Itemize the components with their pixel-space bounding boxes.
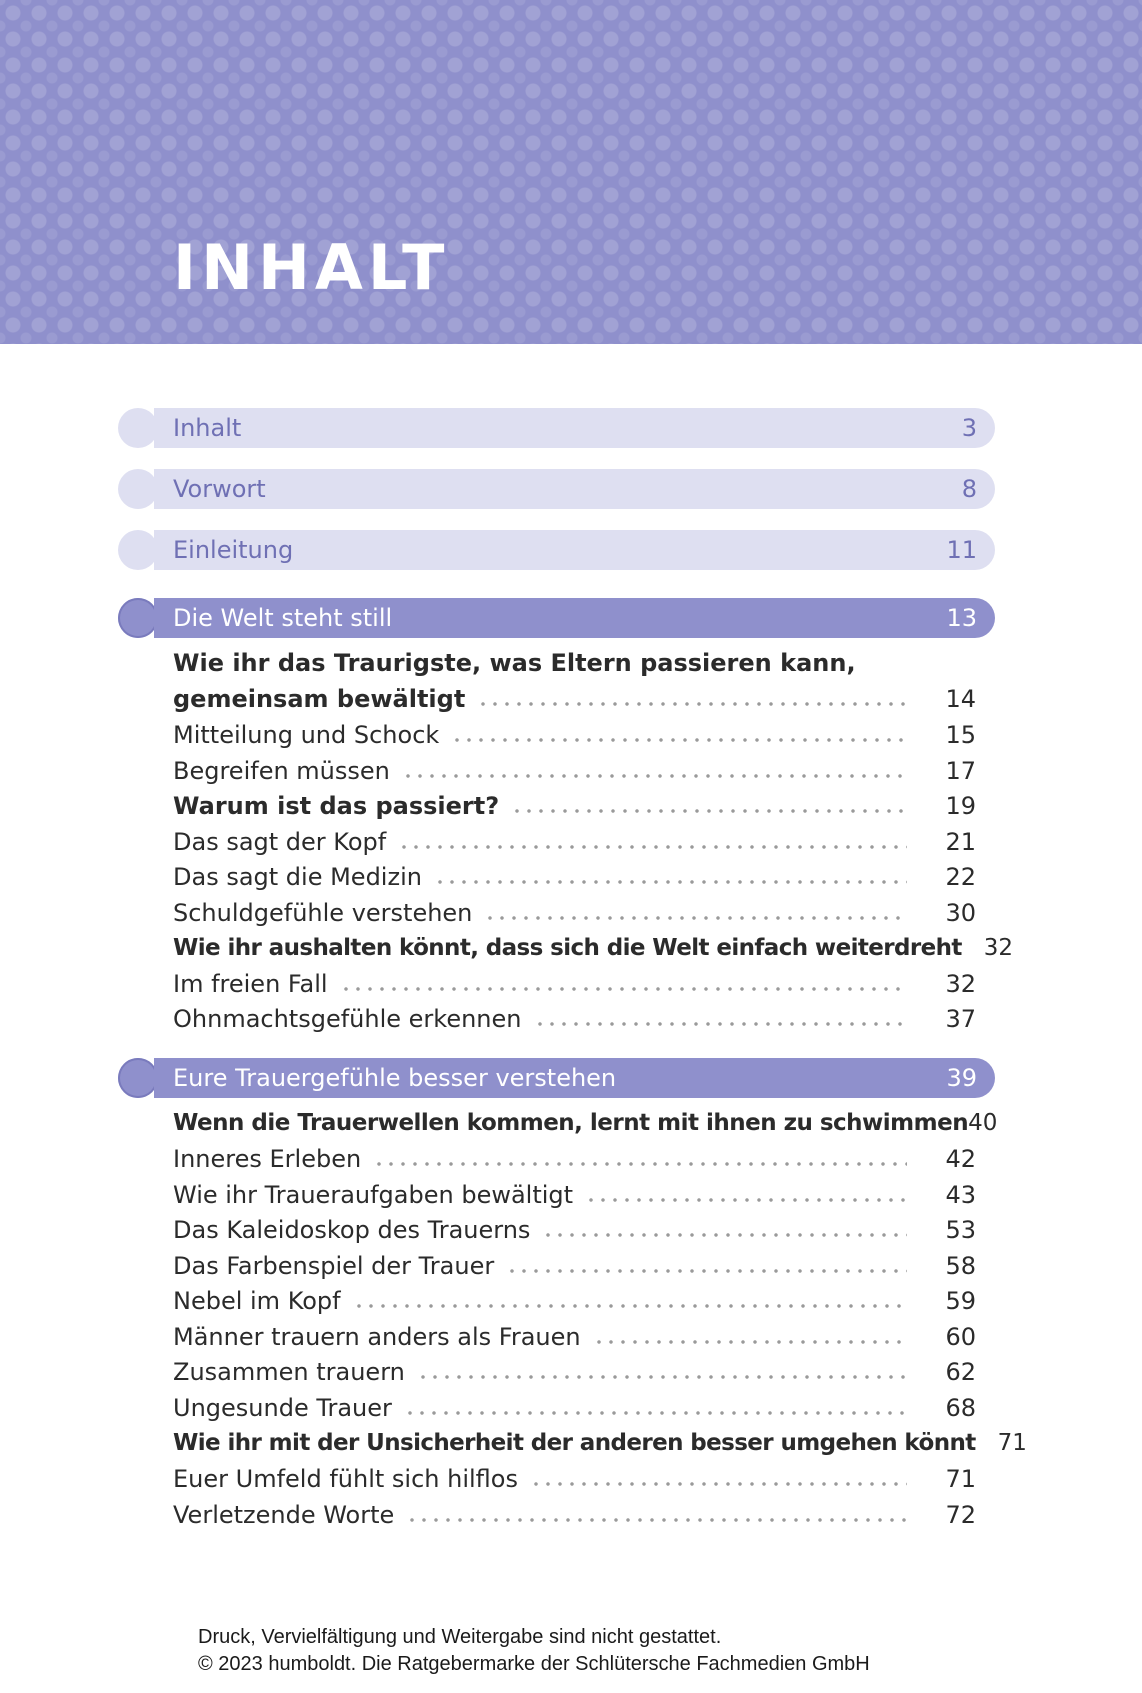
toc-item-page: 8 [961,475,977,503]
toc-entry[interactable]: Das sagt der Kopf 21 [173,828,976,856]
toc-item-label: Einleitung [173,536,294,564]
dot-leader [402,774,907,778]
dot-leader [404,1411,907,1415]
dot-leader [484,916,907,920]
toc-entry-line1: Wie ihr das Traurigste, was Eltern passieren kann, [173,649,856,677]
bullet-circle-icon [118,1058,158,1098]
toc-entry[interactable]: Wie ihr Traueraufgaben bewältigt 43 [173,1181,976,1209]
toc-entry[interactable]: Männer trauern anders als Frauen 60 [173,1323,976,1351]
toc-entry[interactable]: Verletzende Worte 72 [173,1501,976,1529]
toc-entry[interactable]: Schuldgefühle verstehen 30 [173,899,976,927]
page-title: INHALT [173,231,450,304]
footer-line-1: Druck, Vervielfältigung und Weitergabe sind nicht gestattet. [198,1626,722,1648]
toc-item-label: Vorwort [173,475,266,503]
toc-entry[interactable]: Begreifen müssen 17 [173,757,976,785]
toc-entry[interactable]: gemeinsam bewältigt 14 [173,685,976,713]
dot-leader [506,1269,907,1273]
toc-entry[interactable]: Das Farbenspiel der Trauer 58 [173,1252,976,1280]
toc-entry[interactable]: Wie ihr mit der Unsicherheit der anderen besser umgehen könnt 71 [173,1430,1027,1456]
dot-leader [417,1375,907,1379]
toc-entry[interactable]: Ohnmachtsgefühle erkennen 37 [173,1005,976,1033]
header-band [0,0,1142,344]
toc-entry[interactable]: Nebel im Kopf 59 [173,1287,976,1315]
bullet-circle-icon [118,530,158,570]
dot-leader [534,1022,908,1026]
dot-leader [353,1304,907,1308]
dot-leader [477,702,907,706]
toc-entry[interactable]: Zusammen trauern 62 [173,1358,976,1386]
dot-leader [434,880,907,884]
bullet-circle-icon [118,408,158,448]
toc-entry[interactable]: Wenn die Trauerwellen kommen, lernt mit ihnen zu schwimmen 40 [173,1110,998,1136]
dot-leader [406,1518,907,1522]
chapter-heading-2[interactable] [118,1058,995,1098]
dot-leader [542,1233,907,1237]
toc-entry[interactable]: Im freien Fall 32 [173,970,976,998]
dot-leader [373,1162,907,1166]
dot-leader [593,1340,907,1344]
toc-item-page: 11 [946,536,977,564]
bullet-circle-icon [118,469,158,509]
toc-entry[interactable]: Das sagt die Medizin 22 [173,863,976,891]
toc-entry[interactable]: Inneres Erleben 42 [173,1145,976,1173]
dot-leader [451,738,907,742]
toc-item-label: Inhalt [173,414,242,442]
dot-leader [530,1482,907,1486]
toc-item-inhalt[interactable] [118,408,995,448]
footer-line-2: © 2023 humboldt. Die Ratgebermarke der Schlütersche Fachmedien GmbH [198,1653,870,1675]
toc-entry[interactable]: Das Kaleidoskop des Trauerns 53 [173,1216,976,1244]
toc-entry[interactable]: Mitteilung und Schock 15 [173,721,976,749]
toc-item-page: 3 [961,414,977,442]
dot-leader [585,1198,907,1202]
chapter-heading-1[interactable] [118,598,995,638]
dot-leader [398,845,907,849]
toc-entry[interactable]: Euer Umfeld fühlt sich hilflos 71 [173,1465,976,1493]
chapter-title: Die Welt steht still [173,604,393,632]
toc-entry[interactable]: Ungesunde Trauer 68 [173,1394,976,1422]
chapter-title: Eure Trauergefühle besser verstehen [173,1064,617,1092]
toc-item-vorwort[interactable] [118,469,995,509]
bullet-circle-icon [118,598,158,638]
dot-leader [511,809,907,813]
dot-leader [340,987,907,991]
toc-entry[interactable]: Warum ist das passiert? 19 [173,792,976,820]
copyright-footer [198,1624,870,1678]
toc-entry[interactable]: Wie ihr aushalten könnt, dass sich die Welt einfach weiterdreht 32 [173,935,1014,961]
chapter-page: 13 [946,604,977,632]
chapter-page: 39 [946,1064,977,1092]
toc-item-einleitung[interactable] [118,530,995,570]
